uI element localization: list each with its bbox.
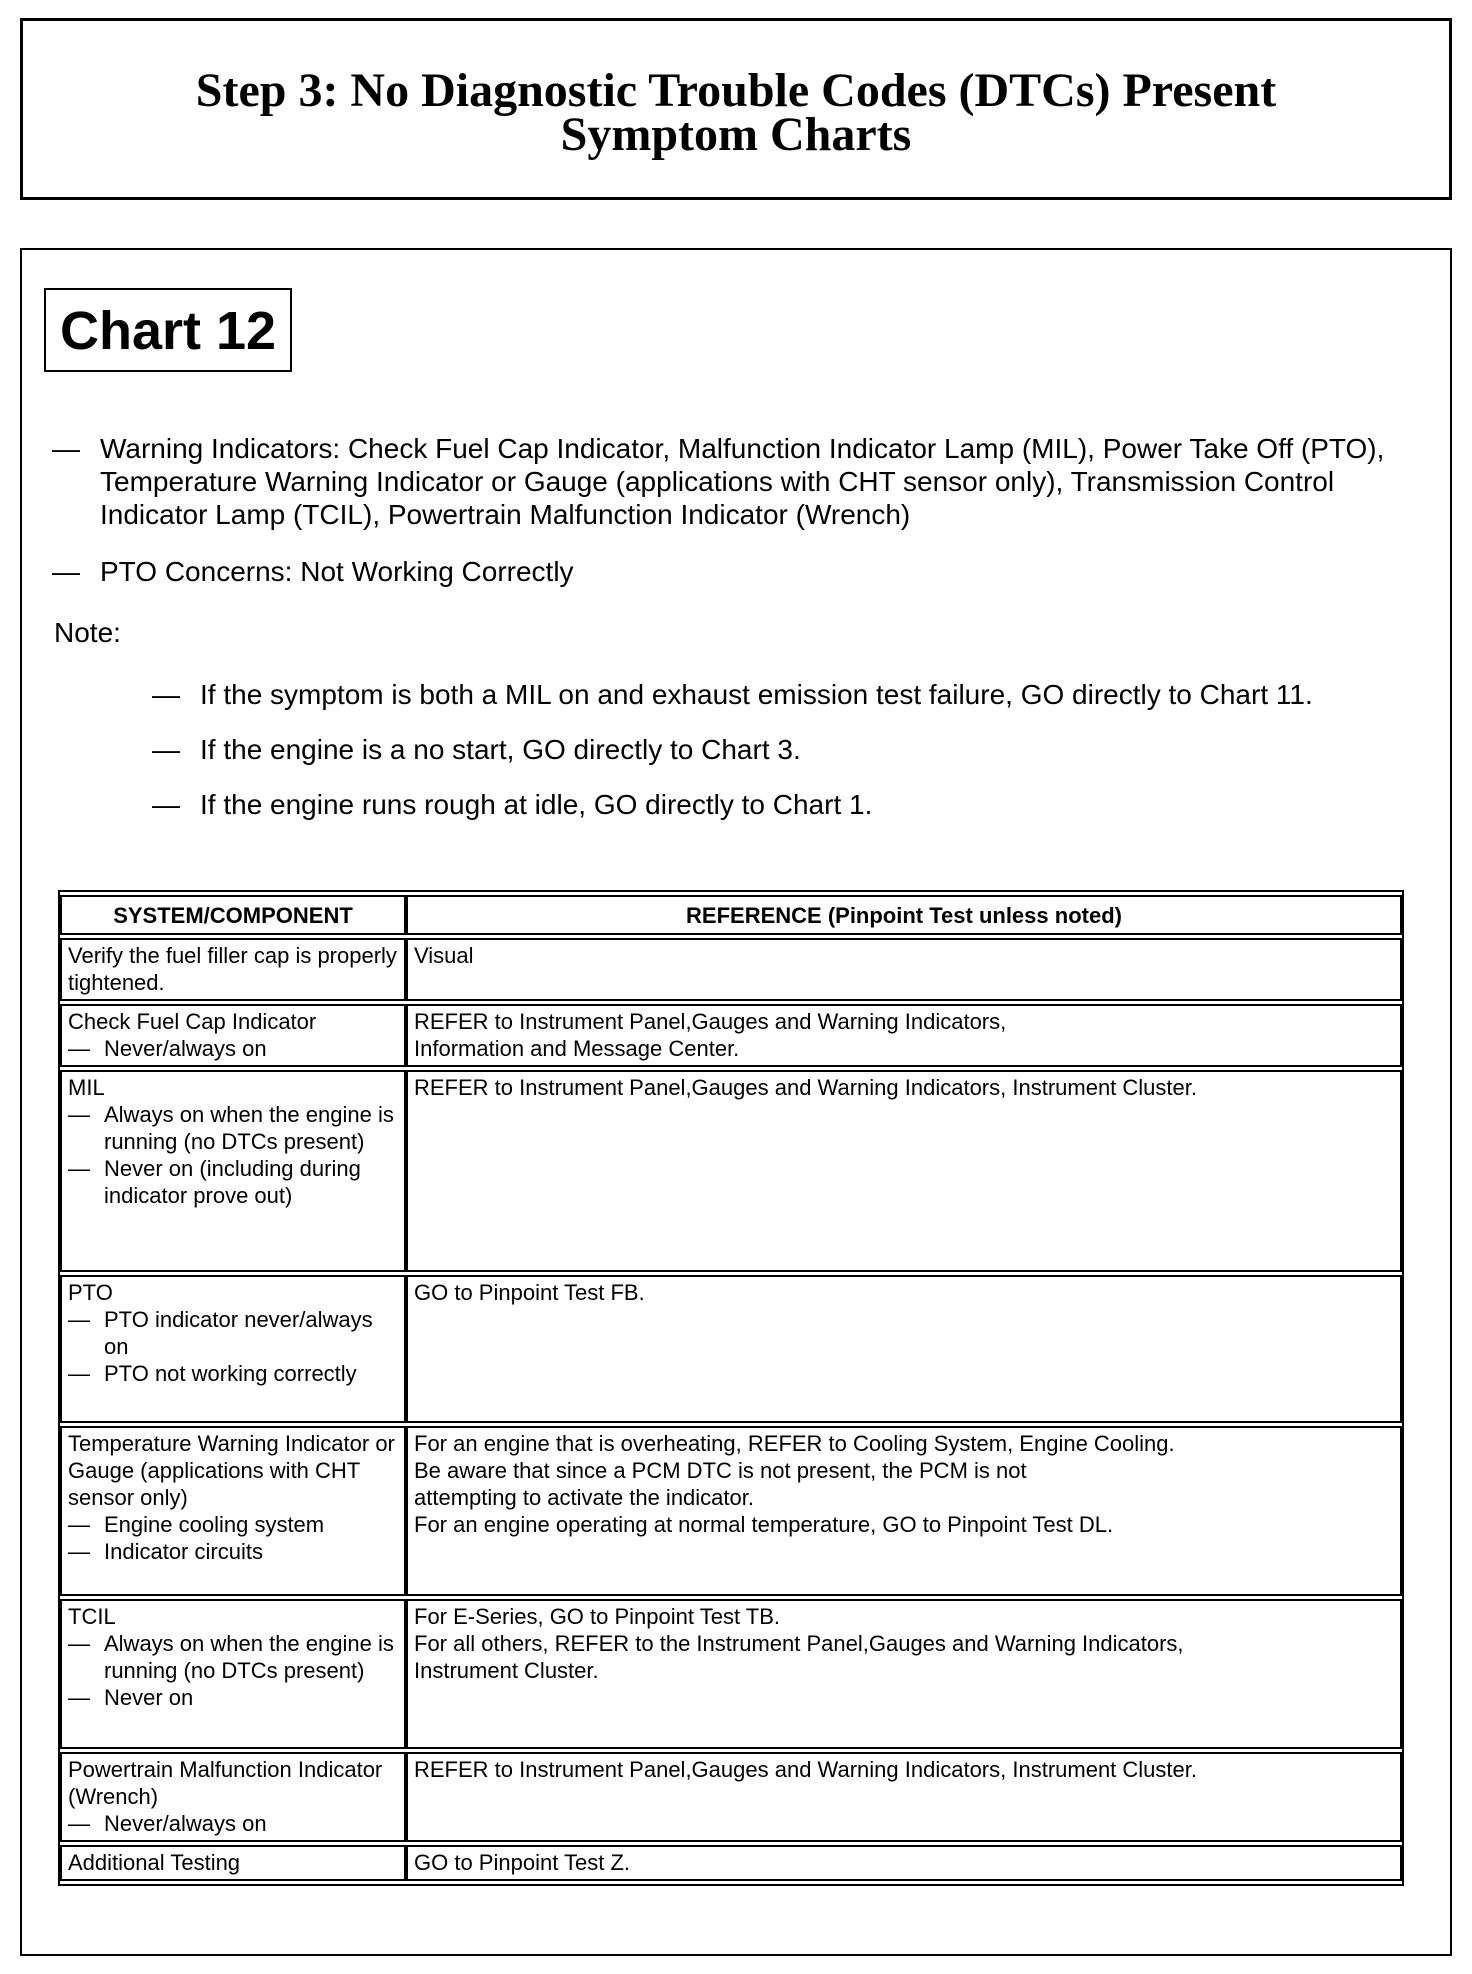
dash-marker: — <box>52 556 80 587</box>
sub-item <box>68 1684 398 1711</box>
reference-line: Instrument Cluster. <box>414 1658 599 1683</box>
reference-line: Be aware that since a PCM DTC is not present, the PCM is not <box>414 1458 1027 1483</box>
system-cell <box>60 1070 406 1272</box>
reference-cell <box>406 1275 1402 1423</box>
dash-marker: — <box>152 734 180 765</box>
reference-cell <box>406 1004 1402 1067</box>
system-name: TCIL <box>68 1604 116 1629</box>
table-row <box>60 1275 1402 1423</box>
column-header-reference: REFERENCE (Pinpoint Test unless noted) <box>406 895 1402 935</box>
dash-marker: — <box>52 433 80 464</box>
note-label: Note: <box>54 617 121 648</box>
sub-item-text: Indicator circuits <box>104 1539 263 1564</box>
sub-item <box>68 1810 398 1837</box>
reference-line: Information and Message Center. <box>414 1036 740 1061</box>
reference-cell <box>406 938 1402 1001</box>
chart-label: Chart 12 <box>44 288 292 372</box>
dash-marker: — <box>68 1307 90 1332</box>
sub-item <box>68 1155 398 1209</box>
sub-item-text: PTO not working correctly <box>104 1361 357 1386</box>
reference-line: For all others, REFER to the Instrument Panel,Gauges and Warning Indicators, <box>414 1631 1184 1656</box>
dash-marker: — <box>152 679 180 710</box>
system-name: PTO <box>68 1280 113 1305</box>
dash-marker: — <box>68 1811 90 1836</box>
system-cell <box>60 1275 406 1423</box>
title-box <box>20 18 1452 200</box>
dash-marker: — <box>68 1631 90 1656</box>
dash-marker: — <box>68 1361 90 1386</box>
note-item <box>152 788 1432 821</box>
sub-item-text: Engine cooling system <box>104 1512 325 1537</box>
dash-marker: — <box>68 1036 90 1061</box>
reference-line: REFER to Instrument Panel,Gauges and Warning Indicators, <box>414 1009 1007 1034</box>
note-text: If the engine is a no start, GO directly to Chart 3. <box>200 734 801 765</box>
system-cell <box>60 1752 406 1842</box>
sub-item <box>68 1360 398 1387</box>
sub-item <box>68 1035 398 1062</box>
page-title-line-2: Symptom Charts <box>560 108 912 161</box>
table-row <box>60 1004 1402 1067</box>
sub-item <box>68 1538 398 1565</box>
dash-marker: — <box>68 1512 90 1537</box>
dash-marker: — <box>152 789 180 820</box>
table-row <box>60 1752 1402 1842</box>
sub-item-text: Never/always on <box>104 1036 267 1061</box>
reference-line: For E-Series, GO to Pinpoint Test TB. <box>414 1604 780 1629</box>
table-row <box>60 1845 1402 1881</box>
sub-item-text: Always on when the engine is running (no DTCs present) <box>104 1631 394 1683</box>
sub-item-text: Never on (including during indicator prove out) <box>104 1156 361 1208</box>
sub-item-text: Never on <box>104 1685 194 1710</box>
system-cell <box>60 1599 406 1749</box>
table-row <box>60 1070 1402 1272</box>
sub-item <box>68 1101 398 1155</box>
note-text: If the symptom is both a MIL on and exhaust emission test failure, GO directly to Chart 11. <box>200 679 1313 710</box>
reference-line: Visual <box>414 943 474 968</box>
column-header-system: SYSTEM/COMPONENT <box>60 895 406 935</box>
dash-marker: — <box>68 1102 90 1127</box>
dash-marker: — <box>68 1539 90 1564</box>
note-list <box>152 678 1432 843</box>
note-item <box>152 733 1432 766</box>
sub-item <box>68 1511 398 1538</box>
reference-cell <box>406 1070 1402 1272</box>
symptom-table <box>58 890 1404 1886</box>
dash-marker: — <box>68 1156 90 1181</box>
list-item-text: Warning Indicators: Check Fuel Cap Indicator, Malfunction Indicator Lamp (MIL), Power Take Off (PTO), Temperature Warning Indicator or Gauge (applications with CHT sensor only), Transmission Control Indicator Lamp (TCIL), Powertrain Malfunction Indicator (Wrench) <box>100 433 1385 530</box>
list-item-text: PTO Concerns: Not Working Correctly <box>100 556 574 587</box>
page-title <box>23 64 1449 161</box>
reference-cell <box>406 1752 1402 1842</box>
reference-line: For an engine that is overheating, REFER to Cooling System, Engine Cooling. <box>414 1431 1175 1456</box>
system-cell <box>60 938 406 1001</box>
sub-item <box>68 1306 398 1360</box>
system-cell <box>60 1426 406 1596</box>
reference-line: GO to Pinpoint Test Z. <box>414 1850 631 1875</box>
reference-cell <box>406 1599 1402 1749</box>
reference-cell <box>406 1426 1402 1596</box>
system-name: Powertrain Malfunction Indicator (Wrench) <box>68 1757 383 1809</box>
reference-line: REFER to Instrument Panel,Gauges and Warning Indicators, Instrument Cluster. <box>414 1757 1197 1782</box>
system-name: Temperature Warning Indicator or Gauge (applications with CHT sensor only) <box>68 1431 395 1510</box>
system-cell <box>60 1845 406 1881</box>
list-item <box>52 555 1422 588</box>
symptom-list <box>52 432 1422 612</box>
system-name: Check Fuel Cap Indicator <box>68 1009 317 1034</box>
system-cell <box>60 1004 406 1067</box>
list-item <box>52 432 1422 531</box>
reference-line: REFER to Instrument Panel,Gauges and Warning Indicators, Instrument Cluster. <box>414 1075 1197 1100</box>
chart-panel <box>20 248 1452 1956</box>
table-row <box>60 1426 1402 1596</box>
reference-line: GO to Pinpoint Test FB. <box>414 1280 645 1305</box>
dash-marker: — <box>68 1685 90 1710</box>
system-name: MIL <box>68 1075 105 1100</box>
sub-item-text: PTO indicator never/always on <box>104 1307 373 1359</box>
note-item <box>152 678 1432 711</box>
sub-item-text: Never/always on <box>104 1811 267 1836</box>
system-name: Verify the fuel filler cap is properly tightened. <box>68 943 397 995</box>
reference-line: For an engine operating at normal temperature, GO to Pinpoint Test DL. <box>414 1512 1114 1537</box>
sub-item <box>68 1630 398 1684</box>
sub-item-text: Always on when the engine is running (no DTCs present) <box>104 1102 394 1154</box>
table-row <box>60 1599 1402 1749</box>
table-row <box>60 938 1402 1001</box>
note-text: If the engine runs rough at idle, GO directly to Chart 1. <box>200 789 873 820</box>
system-name: Additional Testing <box>68 1850 241 1875</box>
page-title-line-1: Step 3: No Diagnostic Trouble Codes (DTCs) Present <box>195 64 1277 117</box>
reference-cell <box>406 1845 1402 1881</box>
table-header-row <box>60 895 1402 935</box>
reference-line: attempting to activate the indicator. <box>414 1485 754 1510</box>
